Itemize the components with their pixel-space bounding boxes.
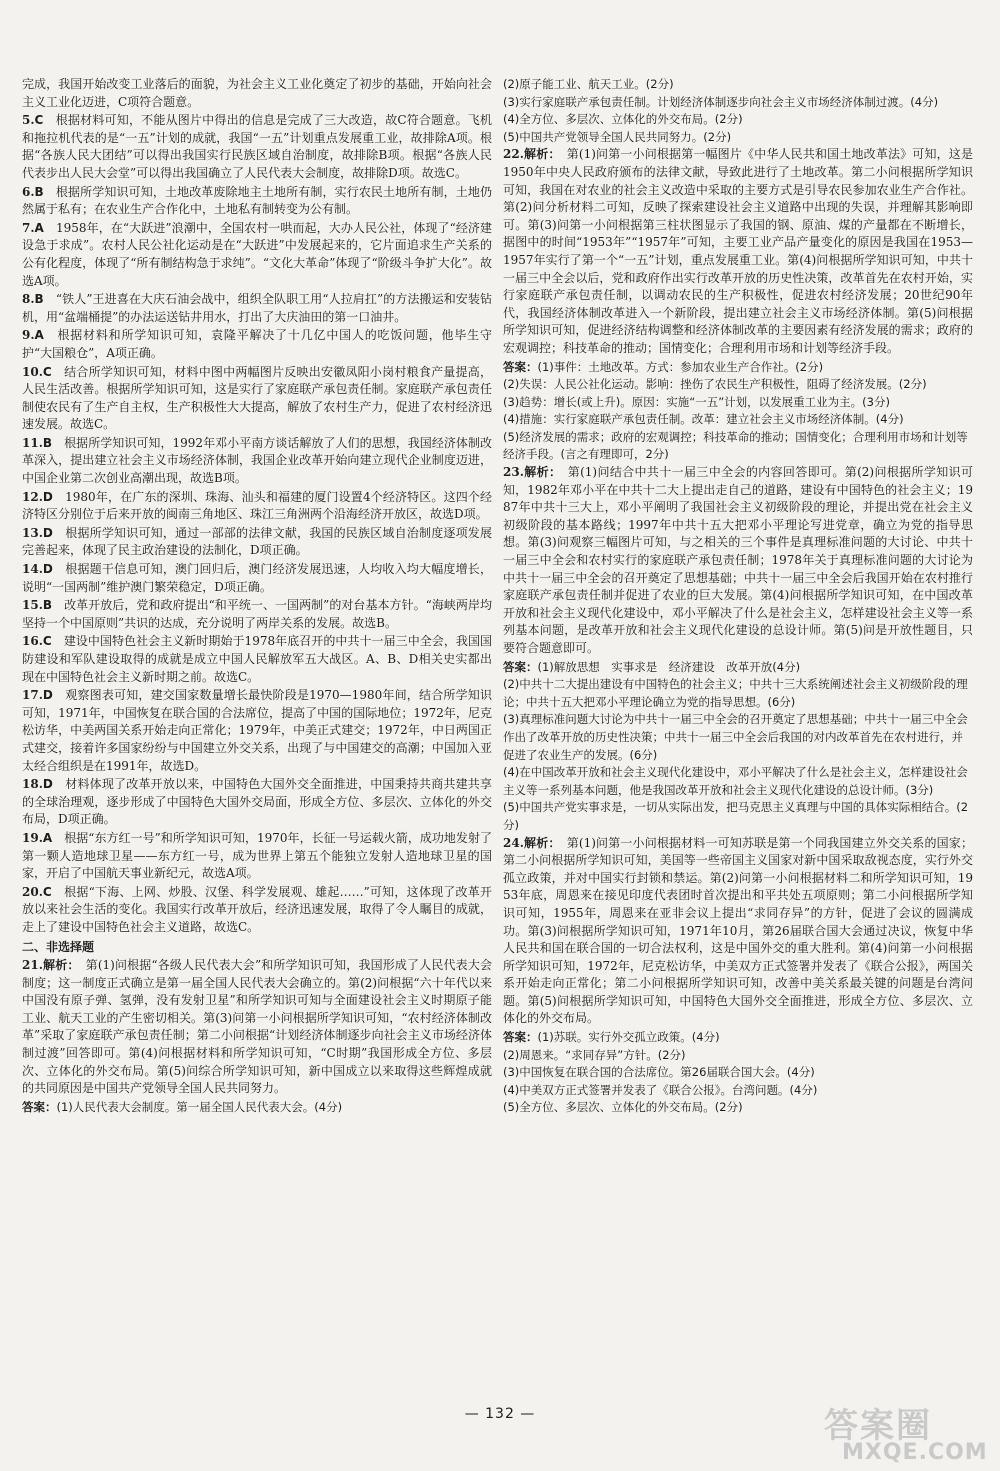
watermark-logo [812,1398,992,1468]
question-number: 18. [22,777,43,792]
explanation-text: 根据题干信息可知，澳门回归后，澳门经济发展迅速，人均收入均大幅度增长，说明“一国两制”维护澳门繁荣稳定，D项正确。 [22,562,492,594]
answer-letter: 解析： [523,465,556,480]
choice-item [22,112,492,182]
question-number: 14. [22,562,43,577]
choice-item [22,525,492,560]
explanation-text: 建设中国特色社会主义新时期始于1978年底召开的中共十一届三中全会，我国国防建设和军队建设取得的成就是成立中国人民解放军五大战区。A、B、D相关史实都出现在中国特色社会主义新时期之前。故选C。 [22,634,492,684]
choice-item [22,364,492,434]
explanation-text: 1958年，在“大跃进”浪潮中，全国农村一哄而起，大办人民公社，体现了“经济建设急于求成”。农村人民公社化运动是在“大跃进”中发展起来的，它片面追求生产关系的公有化程度，体现了“所有制结构急于求纯”。“文化大革命”体现了“阶级斗争扩大化”。故选A项。 [22,220,492,288]
page-number: — 132 — [464,1406,536,1422]
essay-analysis [503,146,973,357]
explanation-text: 根据“东方红一号”和所学知识可知，1970年，长征一号运载火箭，成功地发射了第一颗人造地球卫星——东方红一号，成为世界上第五个能独立发射人造地球卫星的国家，开启了中国航天事业新纪元，故选A项。 [22,830,492,881]
explanation-text: 第(1)问第一小问根据第一幅图片《中华人民共和国土地改革法》可知，这是1950年中央人民政府颁布的法律文献，导致此进行了土地改革。第二小问根据所学知识可知，我国在对农业的社会主义改造中采取的主要方式是引导农民参加农业生产合作社。第(2)问分析材料二可知，反映了探索建设社会主义道路中出现的失误，并理解其影响即可。第(3)问第一小问根据第三柱状图显示了我国的钢、原油、煤的产量都在不断增长，据图中的时间“1953年”“1957年”可知，主要工业产品产量变化的原因是我国在1953—1957年实行了第一个“一五”计划，重点发展重工业。第(4)问根据所学知识可知，中共十一届三中全会以后，党和政府作出实行改革开放的历史性决策，改革首先在农村开始，实行家庭联产承包责任制，以调动农民的生产积极性，促进农村经济发展；20世纪90年代，我国经济体制改革进入一个新阶段，提出建立社会主义市场经济体制。第(5)问根据所学知识可知，促进经济结构调整和经济体制改革的主要因素有经济发展的需求；政府的宏观调控；科技革命的推动；国情变化；合理利用市场和计划等经济手段。 [503,147,973,355]
choice-item [22,184,492,219]
answer-letter: B [34,292,44,307]
choice-item [22,687,492,775]
answer-label: 答案： [503,1030,538,1045]
explanation-text: 观察图表可知，建交国家数量增长最快阶段是1970—1980年间，结合所学知识可知，1971年，中国恢复在联合国的合法席位，提高了中国的国际地位；1972年，尼克松访华，中美两国关系开始走向正常化；1979年，中美正式建交；1972年，中日两国正式建交，接着许多国家纷纷与中国建立外交关系，出现了与中国建交的高潮；中国加入亚太经合组织是在1991年，故选D。 [22,688,492,773]
answer-letter: D [42,562,53,577]
explanation-text: 第(1)问结合中共十一届三中全会的内容回答即可。第(2)问根据所学知识可知，1982年邓小平在中共十二大上提出走自己的道路，建设有中国特色的社会主义；1987年中共十三大上，邓小平阐明了我国社会主义初级阶段的理论，并提出党在社会主义初级阶段的基本路线；1997年中共十五大把邓小平理论写进党章，确立为党的指导思想。第(3)问观察三幅图片可知，与之相关的三个事件是真理标准问题的大讨论、中共十一届三中全会和农村实行的家庭联产承包责任制；1978年关于真理标准问题的大讨论为中共十一届三中全会的召开奠定了思想基础；中共十一届三中全会后我国开始在农村推行家庭联产承包责任制并促进了农业的巨大发展。第(4)问根据所学知识可知，在中国改革开放和社会主义现代化建设中，邓小平解决了什么是社会主义，怎样建设社会主义等一系列基本问题，是改革开放和社会主义现代化建设的总设计师。第(5)问是开放性题目，只要符合题意即可。 [503,465,973,655]
answer-line: (4)中美双方正式签署并发表了《联合公报》。台湾问题。(4分) [503,1082,818,1097]
answer-letter: 解析： [42,958,74,973]
question-number: 5. [22,113,35,128]
question-number: 15. [22,598,43,613]
choice-item [22,561,492,596]
question-number: 17. [22,688,43,703]
question-number: 13. [22,525,43,540]
answer-line: (3)趋势：增长(或上升)。原因：实施“一五”计划，以发展重工业为主。(3分) [503,394,890,409]
choice-item [22,830,492,883]
answer-line: (2)中共十二大提出建设有中国特色的社会主义；中共十三大系统阐述社会主义初级阶段的理论；中共十五大把邓小平理论确立为党的指导思想。(6分) [503,677,968,709]
answer-line: (2)失误：人民公社化运动。影响：挫伤了农民生产积极性，阻碍了经济发展。(2分) [503,377,927,392]
section-title: 二、非选择题 [22,939,95,954]
answer-letter: C [42,364,52,379]
question-number: 19. [22,830,43,845]
explanation-text: 改革开放后，党和政府提出“和平统一、一国两制”的对台基本方针。“海峡两岸均坚持一个中国原则”共识的达成，充分说明了两岸关系的发展。故选B。 [22,598,492,630]
answer-line: (5)经济发展的需求；政府的宏观调控；科技革命的推动；国情变化；合理利用市场和计划等经济手段。(言之有理即可，2分) [503,429,968,462]
explanation-text: 根据“下海、上网、炒股、汉堡、科学发展观、雄起……”可知，这体现了改革开放以来社会生活的变化。我国实行改革开放后，经济迅速发展，取得了令人瞩目的成就，走上了建设中国特色社会主义道路，故选C。 [22,884,492,934]
answer-line: (2)周恩来。“求同存异”方针。(2分) [503,1047,686,1062]
answer-letter: 解析： [523,835,555,850]
answer-line: (5)中国共产党领导全国人民共同努力。(2分) [503,129,732,144]
answer-line: 答案：(1)解放思想 实事求是 经济建设 改革开放(4分) [503,659,801,674]
answer-letter: D [42,777,53,792]
choice-item [22,884,492,937]
answer-letter: D [42,489,53,504]
answer-letter: C [34,113,44,128]
answer-label: 答案： [22,1099,57,1114]
choice-item [22,327,492,362]
question-number: 9. [22,328,35,343]
answer-line: (5)全方位、多层次、立体化的外交布局。(2分) [503,1100,743,1115]
answer-letter: A [42,830,53,845]
answer-line: (3)真理标准问题大讨论为中共十一届三中全会的召开奠定了思想基础；中共十一届三中全会作出了改革开放的历史性决策；中共十一届三中全会后我国的对内改革首先在农村进行，并促进了农业生产的发展。(6分) [503,712,968,762]
question-number: 23. [503,465,524,480]
answer-line: 答案：(1)事件：土地改革。方式：参加农业生产合作社。(2分) [503,359,824,374]
right-column [503,76,973,1117]
answer-letter: C [42,884,52,899]
answer-line: (4)在中国改革开放和社会主义现代化建设中，邓小平解决了什么是社会主义，怎样建设社会主义等一系列基本问题，他是我国改革开放和社会主义现代化建设的总设计师。(3分) [503,765,968,797]
explanation-text: 结合所学知识可知，材料中图中两幅图片反映出安徽凤阳小岗村粮食产量提高，人民生活改善。根据所学知识可知，这是实行了家庭联产承包责任制。家庭联产承包责任制使农民有了生产自主权，生产积极性大大提高，解放了农村生产力，促进了农村经济迅速发展。故选C。 [22,364,492,432]
question-number: 7. [22,220,35,235]
explanation-text: 第(1)问第一小问根据材料一可知苏联是第一个同我国建立外交关系的国家；第二小问根据所学知识可知，美国等一些帝国主义国家对新中国采取敌视态度，实行外交孤立政策，并对中国实行封锁和禁运。第(2)问第一小问根据材料二和所学知识可知，1953年底，周恩来在接见印度代表团时首次提出和平共处五项原则；第二小问根据所学知识可知，1955年，周恩来在亚非会议上提出“求同存异”的方针，促进了会议的圆满成功。第(3)问根据所学知识可知，1971年10月，第26届联合国大会通过决议，恢复中华人民共和国在联合国的一切合法权利，这是中国外交的重大胜利。第(4)问第一小问根据所学知识可知，1972年，尼克松访华，中美双方正式签署并发表了《联合公报》，两国关系开始走向正常化；第二小问根据所学知识可知，改善中美关系最关键的问题是台湾问题。第(5)问根据所学知识可知，中国特色大国外交全面推进，形成全方位、多层次、立体化的外交布局。 [503,835,973,1026]
question-number: 21. [22,958,43,973]
essay-analysis [503,464,973,658]
answer-label: 答案： [503,659,538,674]
essay-analysis [22,957,492,1098]
question-number: 6. [22,184,35,199]
answer-line: (3)中国恢复在联合国的合法席位。第26届联合国大会。(4分) [503,1065,815,1080]
explanation-text: 完成，我国开始改变工业落后的面貌，为社会主义工业化奠定了初步的基础，开始向社会主义工业化迈进，C项符合题意。 [22,77,492,109]
answer-letter: A [34,328,44,343]
answer-line: (4)全方位、多层次、立体化的外交布局。(2分) [503,112,743,127]
explanation-text: 根据材料可知，不能从图片中得出的信息是完成了三大改造，故C符合题意。飞机和拖拉机代表的是“一五”计划的成就，我国“一五”计划重点发展重工业，故排除A项。根据“各族人民大团结”可以得出我国实行民族区域自治制度，故排除B项。根据“各族人民代表步出人民大会堂”可以得出我国确立了人民代表大会制度，故排除D项。故选C。 [22,113,492,180]
answer-line: (3)实行家庭联产承包责任制。计划经济体制逐步向社会主义市场经济体制过渡。(4分) [503,94,939,109]
answer-line: (5)中国共产党实事求是，一切从实际出发，把马克思主义真理与中国的具体实际相结合。(2分) [503,800,969,832]
answer-letter: B [42,435,53,450]
question-number: 24. [503,835,524,850]
choice-item [22,489,492,524]
essay-analysis [503,835,973,1029]
answer-line: (4)措施：实行家庭联产承包责任制。改革：建立社会主义市场经济体制。(4分) [503,412,904,427]
answer-letter: A [34,220,44,235]
answer-label: 答案： [503,359,538,374]
explanation-text: 根据所学知识可知，1992年邓小平南方谈话解放了人们的思想，我国经济体制改革深入，提出建立社会主义市场经济体制，我国企业改革开始向建立现代企业制度迈进，中国企业第二次创业高潮出现，故选B项。 [22,435,492,486]
explanation-text: 根据材料和所学知识可知，袁隆平解决了十几亿中国人的吃饭问题，他毕生守护“大国粮仓”，A项正确。 [22,328,492,360]
explanation-text: “铁人”王进喜在大庆石油会战中，组织全队职工用“人拉肩扛”的方法搬运和安装钻机，用“盆端桶提”的办法运送钻井用水，打出了大庆油田的第一口油井。 [22,292,492,324]
choice-item [22,597,492,632]
explanation-text: 材料体现了改革开放以来，中国特色大国外交全面推进，中国秉持共商共建共享的全球治理观，逐步形成了中国特色大国外交局面，形成全方位、多层次、立体化的外交布局，D项正确。 [22,777,492,827]
watermark-logo-text: 答案圈 [824,1406,932,1446]
watermark-url: MXQE.COM [842,1440,988,1465]
choice-item [22,633,492,686]
choice-item [22,220,492,290]
answer-letter: C [42,634,52,649]
choice-item [22,435,492,488]
left-column [22,76,492,1116]
question-number: 22. [503,147,524,162]
question-number: 11. [22,435,43,450]
question-number: 12. [22,489,43,504]
explanation-text: 1980年，在广东的深圳、珠海、汕头和福建的厦门设置4个经济特区。这四个经济特区分别位于后来开放的闽南三角地区、珠江三角洲两个沿海经济开放区，故选D项。 [22,489,492,522]
answer-letter: B [34,184,44,199]
question-number: 10. [22,364,43,379]
answer-line: 答案：(1)人民代表大会制度。第一届全国人民代表大会。(4分) [22,1099,343,1114]
explanation-text: 根据所学知识可知，土地改革废除地主土地所有制，实行农民土地所有制，土地仍然属于私有；在农业生产合作化中，土地私有制转变为公有制。 [22,184,492,217]
question-number: 8. [22,292,35,307]
answer-letter: D [42,688,53,703]
answer-letter: D [42,525,53,540]
answer-line: 答案：(1)苏联。实行外交孤立政策。(4分) [503,1030,720,1045]
question-number: 16. [22,634,43,649]
question-number: 20. [22,884,43,899]
explanation-text: 根据所学知识可知，通过一部部的法律文献，我国的民族区域自治制度逐项发展完善起来，体现了民主政治建设的法制化，D项正确。 [22,525,492,558]
choice-item [22,776,492,829]
choice-item [22,76,492,111]
answer-line: (2)原子能工业、航天工业。(2分) [503,77,674,91]
answer-letter: B [42,598,53,613]
choice-item [22,291,492,326]
explanation-text: 第(1)问根据“各级人民代表大会”和所学知识可知，我国形成了人民代表大会制度；这一制度正式确立是第一届全国人民代表大会确立的。第(2)问根据“六十年代以来中国没有原子弹、氢弹，没有发射卫星”和所学知识可知与全面建设社会主义时期原子能工业、航天工业的产生密切相关。第(3)问第一小问根据所学知识可知，“农村经济体制改革”采取了家庭联产承包责任制；第二小问根据“计划经济体制逐步向社会主义市场经济体制过渡”回答即可。第(4)问根据材料和所学知识可知，“C时期”我国形成全方位、多层次、立体化的外交布局。第(5)问综合所学知识可知，新中国成立以来取得这些辉煌成就的共同原因是中国共产党领导全国人民共同努力。 [22,958,492,1096]
answer-letter: 解析： [523,147,555,162]
